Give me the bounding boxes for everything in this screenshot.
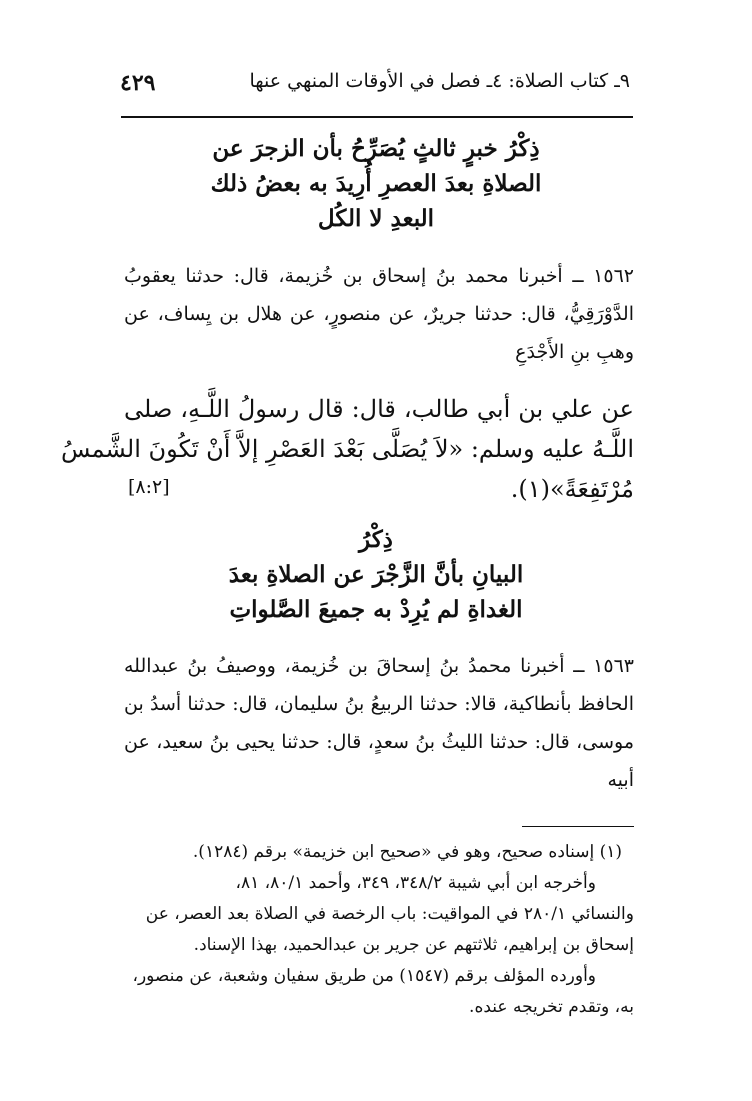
text-line: عن علي بن أبي طالب، قال: قال رسولُ اللَّـهِ، صلى (124, 395, 634, 423)
hadith-1562-isnad (124, 257, 634, 371)
footnote (124, 837, 634, 1023)
text-line: أبيه (607, 769, 634, 791)
section-heading-1 (180, 131, 572, 236)
text-line: ١٥٦٣ ــ أخبرنا محمدُ بنُ إسحاقَ بن خُزيمة، ووصيفُ بنُ عبدالله (124, 655, 634, 677)
footnote-line: إسحاق بن إبراهيم، ثلاثتهم عن جرير بن عبدالحميد، بهذا الإسناد. (193, 935, 634, 955)
heading-line: الصلاةِ بعدَ العصرِ أُرِيدَ به بعضُ ذلك (210, 170, 542, 197)
hadith-reference: [٨:٢] (128, 476, 170, 498)
heading-line: البعدِ لا الكُل (317, 205, 435, 232)
running-header (120, 70, 630, 100)
text-line: مُرْتَفِعَةً»(١). (510, 475, 634, 503)
header-rule (121, 116, 633, 118)
chapter-title: ٩ـ كتاب الصلاة: ٤ـ فصل في الأوقات المنهي عنها (249, 70, 630, 92)
text-line: وهبِ بنِ الأَجْدَعِ (515, 341, 634, 363)
heading-line: ذِكْرُ خبرٍ ثالثٍ يُصَرِّحُ بأن الزجرَ عن (212, 135, 540, 162)
hadith-1563 (124, 647, 634, 799)
section-heading-2 (180, 522, 572, 627)
footnote-line: والنسائي ٢٨٠/١ في المواقيت: باب الرخصة في الصلاة بعد العصر، عن (145, 904, 634, 924)
footnote-line: وأخرجه ابن أبي شيبة ٣٤٨/٢، ٣٤٩، وأحمد ٨٠/١، ٨١، (235, 873, 596, 893)
heading-line: البيانِ بأنَّ الزَّجْرَ عن الصلاةِ بعدَ (228, 561, 524, 588)
footnote-line: وأورده المؤلف برقم (١٥٤٧) من طريق سفيان وشعبة، عن منصور، (132, 966, 596, 986)
footnote-line: به، وتقدم تخريجه عنده. (469, 997, 634, 1017)
footnote-line: (١) إسناده صحيح، وهو في «صحيح ابن خزيمة» برقم (١٢٨٤). (192, 842, 622, 862)
text-line: الدَّوْرَقِيُّ، قال: حدثنا جريرٌ، عن منصورٍ، عن هلال بن يِساف، عن (124, 303, 634, 325)
page-number: ٤٢٩ (120, 70, 156, 96)
text-line: موسى، قال: حدثنا الليثُ بنُ سعدٍ، قال: حدثنا يحيى بنُ سعيد، عن (124, 731, 634, 753)
text-line: ١٥٦٢ ــ أخبرنا محمد بنُ إسحاق بن خُزيمة، قال: حدثنا يعقوبُ (124, 265, 634, 287)
text-line: اللَّـهُ عليه وسلم: «لاَ يُصَلَّى بَعْدَ العَصْرِ إلاَّ أَنْ تَكُونَ الشَّمسُ (61, 435, 634, 463)
heading-line: الغداةِ لم يُرِدْ به جميعَ الصَّلواتِ (229, 596, 523, 623)
footnote-rule (522, 826, 634, 827)
hadith-1562-matn (61, 389, 634, 509)
heading-line: ذِكْرُ (359, 526, 393, 553)
text-line: الحافظ بأنطاكية، قالا: حدثنا الربيعُ بنُ سليمان، قال: حدثنا أسدُ بن (124, 693, 634, 715)
